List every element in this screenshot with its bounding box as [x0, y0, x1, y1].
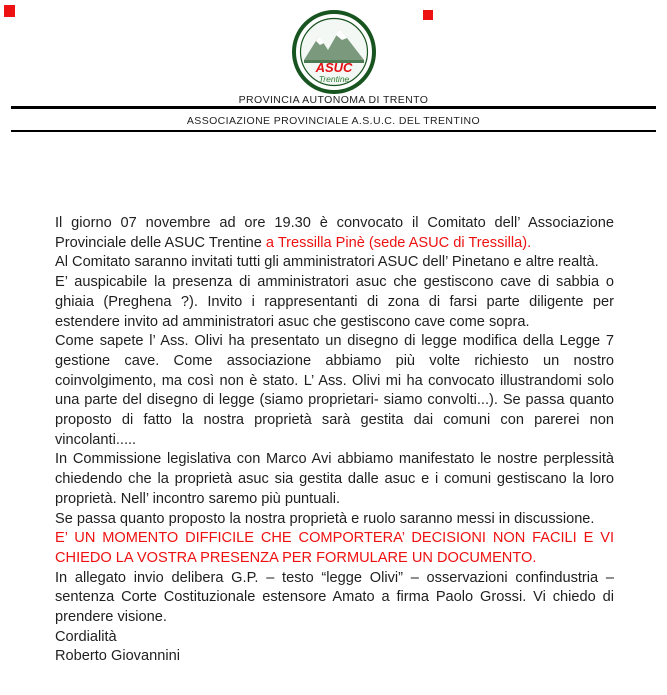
red-marker-near-logo: [423, 10, 433, 20]
paragraph: [55, 214, 614, 253]
divider-thin: [11, 130, 656, 132]
red-text-run: E’ UN MOMENTO DIFFICILE CHE COMPORTERA’ DECISIONI NON FACILI E VI CHIEDO LA VOSTRA PRESENZA PER FORMULARE UN DOCUMENTO.: [55, 530, 614, 566]
paragraph: [55, 253, 614, 273]
text-run: Cordialità: [55, 628, 117, 645]
text-run: In Commissione legislativa con Marco Avi abbiamo manifestato le nostre perplessità chiedendo che la proprietà asuc sia gestita dalle asuc e i comuni gestiscano la loro proprietà. Nell’ incontro saremo più puntuali.: [55, 451, 614, 507]
paragraph: [55, 332, 614, 450]
logo-text-trentine: Trentine: [318, 74, 349, 84]
logo-text-asuc: ASUC: [315, 60, 352, 75]
org-title-associazione: ASSOCIAZIONE PROVINCIALE A.S.U.C. DEL TRENTINO: [186, 115, 481, 127]
red-text-run: a Tressilla Pinè (sede ASUC di Tressilla).: [265, 234, 532, 251]
text-run: Come sapete l’ Ass. Olivi ha presentato un disegno di legge modifica della Legge 7 gestione cave. Come associazione abbiamo più volte richiesto un nostro coinvolgimento, ma così non è stato. L’ Ass. Olivi mi ha convocato illustrandomi solo una parte del disegno di legge (siamo proprietari- siamo convolti...). Se passa quanto proposto di fatto la nostra proprietà sarà gestita dai comuni con parerei non vincolanti.....: [55, 333, 614, 448]
text-run: In allegato invio delibera G.P. – testo “legge Olivi” – osservazioni confindustria – sentenza Corte Costituzionale estensore Amato a firma Paolo Grossi. Vi chiedo di prendere visione.: [55, 569, 614, 626]
paragraph: [55, 628, 614, 648]
asuc-trentine-logo: [292, 10, 376, 94]
paragraph: [55, 569, 614, 628]
divider-thick: [11, 106, 656, 109]
text-run: Il giorno 07 novembre ad ore 19.30 è convocato il Comitato dell’ Associazione Provinciale delle ASUC Trentine: [55, 215, 614, 251]
paragraph: [55, 647, 614, 667]
paragraph: [55, 450, 614, 509]
red-marker-top-left: [4, 5, 15, 17]
text-run: Al Comitato saranno invitati tutti gli amministratori ASUC dell’ Pinetano e altre realtà.: [55, 254, 599, 271]
text-run: E’ auspicabile la presenza di amministratori asuc che gestiscono cave di sabbia o ghiaia (Preghena ?). Invito i rappresentanti di zona di farsi parte diligente per estendere invito ad amministratori asuc che gestiscono cave come sopra.: [55, 274, 614, 330]
org-title-provincia: PROVINCIA AUTONOMA DI TRENTO: [238, 94, 429, 106]
paragraph: [55, 529, 614, 568]
paragraph: [55, 273, 614, 332]
asuc-logo-emblem: [292, 10, 376, 94]
letter-body: [55, 214, 614, 667]
paragraph: [55, 510, 614, 530]
text-run: Roberto Giovannini: [55, 648, 180, 665]
text-run: Se passa quanto proposto la nostra proprietà e ruolo saranno messi in discussione.: [55, 510, 595, 527]
